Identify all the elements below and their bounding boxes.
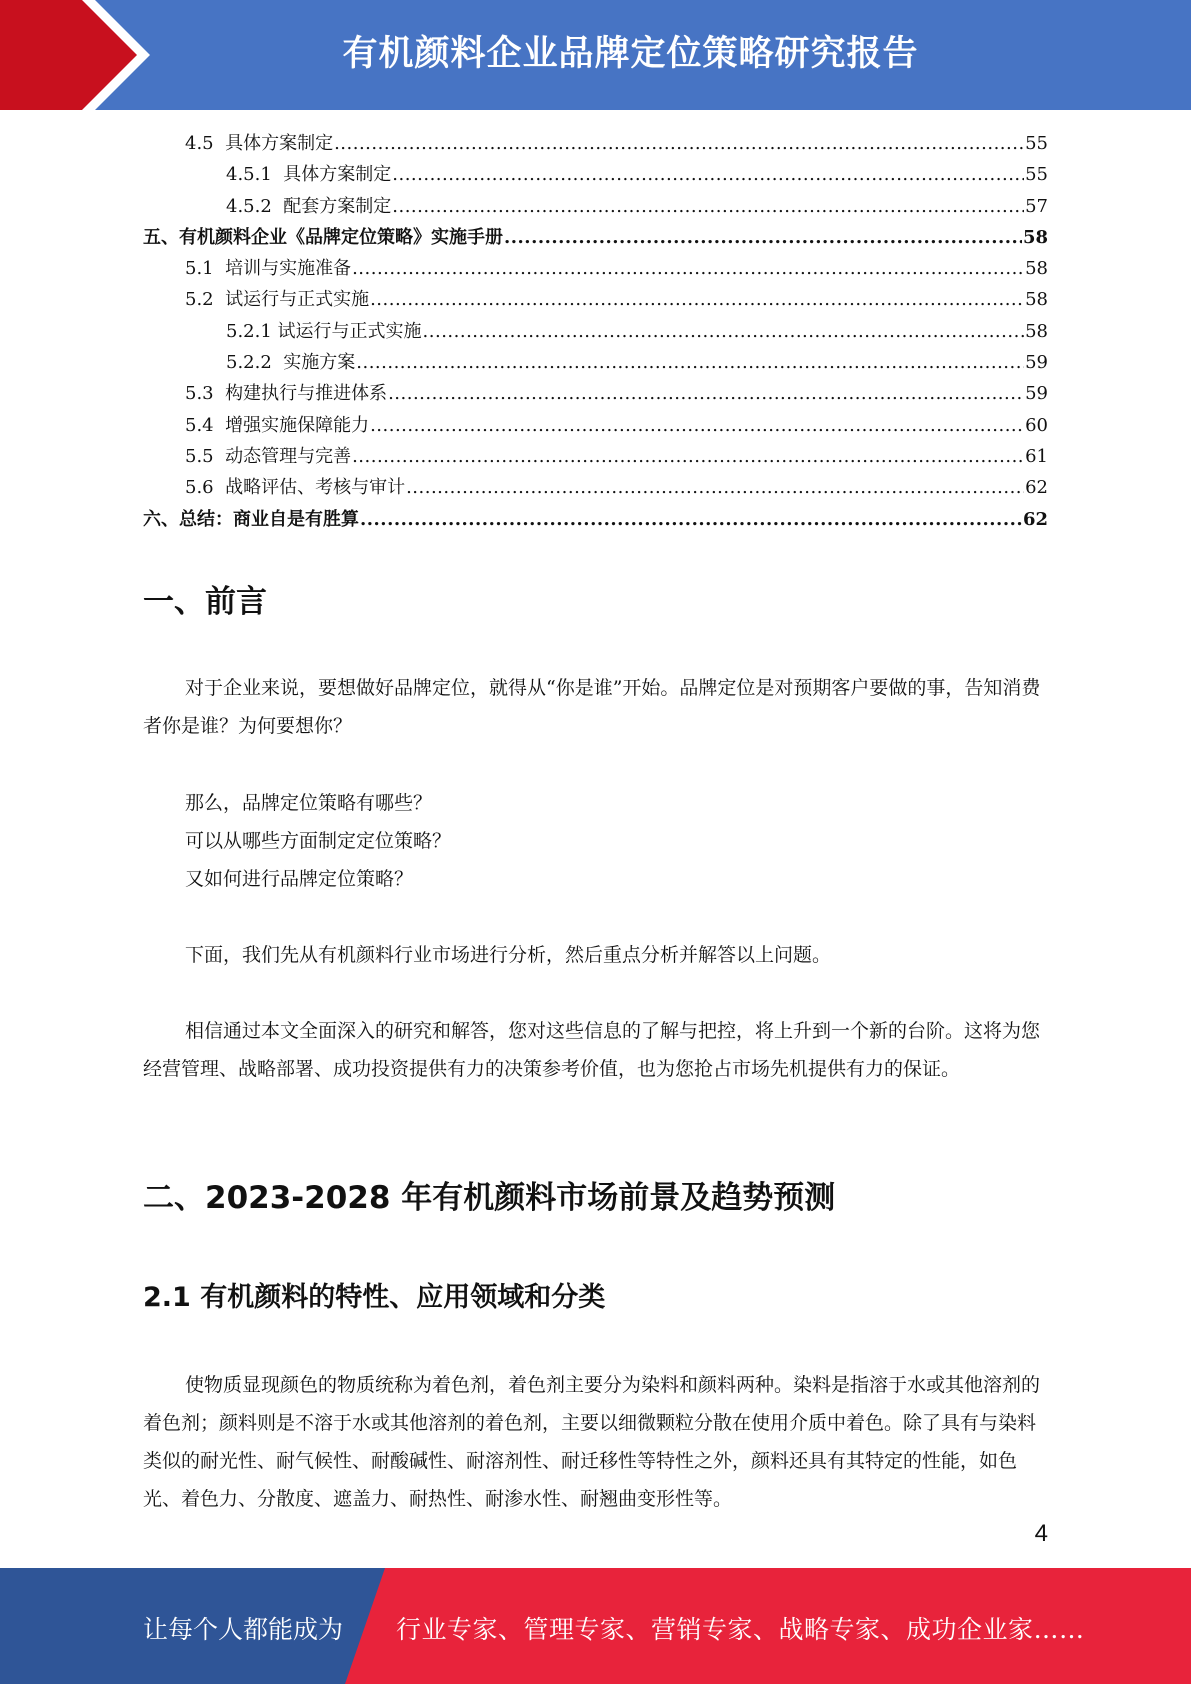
toc-entry[interactable]: 4.5.1 具体方案制定 ..... 55	[143, 159, 1048, 190]
toc-entry[interactable]: 5.5 动态管理与完善 ..... 61	[143, 441, 1048, 472]
question-line: 可以从哪些方面制定定位策略？	[185, 830, 452, 852]
toc-leader-dots	[388, 378, 1024, 409]
toc-leader-dots	[334, 128, 1024, 159]
question-line: 又如何进行品牌定位策略？	[185, 868, 414, 890]
paragraph: 下面，我们先从有机颜料行业市场进行分析，然后重点分析并解答以上问题。	[185, 944, 832, 966]
paragraph: 相信通过本文全面深入的研究和解答，您对这些信息的了解与把控，将上升到一个新的台阶。这将为您经营管理、战略部署、成功投资提供有力的决策参考价值，也为您抢占市场先机提供有力的保证。	[143, 1020, 1041, 1080]
question-line: 那么，品牌定位策略有哪些？	[185, 792, 433, 814]
toc-entry[interactable]: 5.2 试运行与正式实施 ..... 58	[143, 284, 1048, 315]
toc-entry[interactable]: 五、有机颜料企业《品牌定位策略》实施手册 ..... 58	[143, 222, 1048, 253]
toc-entry[interactable]: 5.2.1 试运行与正式实施 ..... 58	[143, 316, 1048, 347]
table-of-contents	[143, 128, 1048, 535]
toc-leader-dots	[423, 316, 1025, 347]
toc-leader-dots	[370, 410, 1024, 441]
page-footer	[0, 1568, 1191, 1684]
page-number: 4	[1034, 1520, 1048, 1547]
toc-leader-dots	[352, 441, 1024, 472]
toc-leader-dots	[356, 347, 1024, 378]
footer-slogan-left: 让每个人都能成为	[143, 1615, 344, 1644]
toc-leader-dots	[406, 472, 1024, 503]
toc-leader-dots	[370, 284, 1024, 315]
toc-leader-dots	[392, 159, 1024, 190]
toc-leader-dots	[352, 253, 1024, 284]
page-header	[0, 0, 1191, 110]
toc-entry[interactable]: 六、总结：商业自是有胜算 ..... 62	[143, 504, 1048, 535]
report-title: 有机颜料企业品牌定位策略研究报告	[342, 34, 919, 74]
toc-entry[interactable]: 4.5 具体方案制定 ..... 55	[143, 128, 1048, 159]
toc-entry[interactable]: 5.1 培训与实施准备 ..... 58	[143, 253, 1048, 284]
toc-entry[interactable]: 5.3 构建执行与推进体系 ..... 59	[143, 378, 1048, 409]
toc-entry[interactable]: 5.2.2 实施方案 ..... 59	[143, 347, 1048, 378]
toc-entry[interactable]: 5.6 战略评估、考核与审计 ..... 62	[143, 472, 1048, 503]
toc-entry[interactable]: 4.5.2 配套方案制定 ..... 57	[143, 191, 1048, 222]
toc-entry[interactable]: 5.4 增强实施保障能力 ..... 60	[143, 410, 1048, 441]
section-heading-market-outlook: 二、2023-2028 年有机颜料市场前景及趋势预测	[143, 1180, 836, 1216]
toc-leader-dots	[504, 222, 1022, 253]
paragraph: 对于企业来说，要想做好品牌定位，就得从“你是谁”开始。品牌定位是对预期客户要做的事，告知消费者你是谁？为何要想你？	[143, 677, 1041, 737]
toc-leader-dots	[392, 191, 1024, 222]
section-heading-preface: 一、前言	[143, 584, 267, 620]
footer-slogan-right: 行业专家、管理专家、营销专家、战略专家、成功企业家……	[396, 1615, 1085, 1644]
toc-leader-dots	[360, 504, 1022, 535]
subsection-heading: 2.1 有机颜料的特性、应用领域和分类	[143, 1282, 606, 1313]
paragraph: 使物质显现颜色的物质统称为着色剂，着色剂主要分为染料和颜料两种。染料是指溶于水或其他溶剂的着色剂；颜料则是不溶于水或其他溶剂的着色剂，主要以细微颗粒分散在使用介质中着色。除了具有与染料类似的耐光性、耐气候性、耐酸碱性、耐溶剂性、耐迁移性等特性之外，颜料还具有其特定的性能，如色光、着色力、分散度、遮盖力、耐热性、耐渗水性、耐翘曲变形性等。	[143, 1374, 1041, 1510]
